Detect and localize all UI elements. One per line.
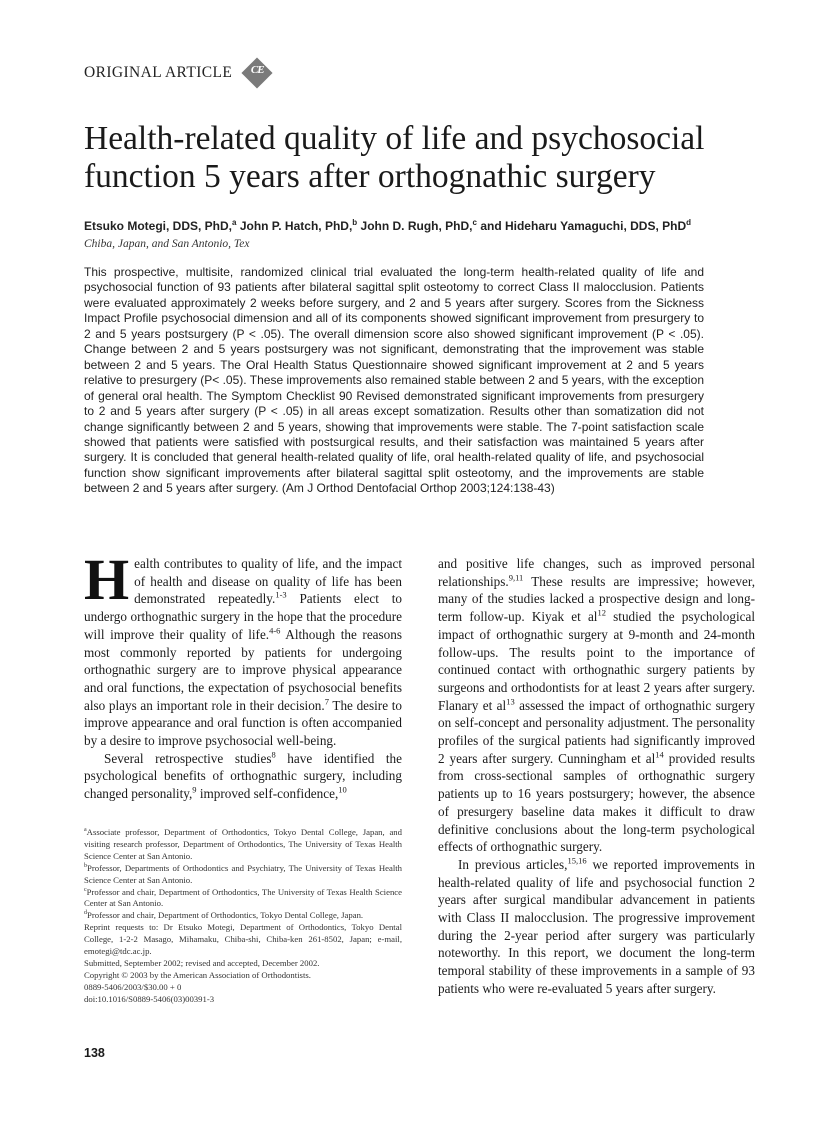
text-run: assessed the impact of orthognathic surgery on self-concept and personality adjustment. The personality profiles of the surgical patients had significantly improved 2 years after surgery. Cunningham et al	[438, 697, 755, 766]
citation: 1-3	[275, 590, 287, 601]
footnote-mark: a	[84, 827, 87, 834]
footnote-mark: d	[84, 910, 87, 917]
citation: 4-6	[269, 625, 281, 636]
section-label: ORIGINAL ARTICLE	[84, 64, 233, 81]
paragraph-retrospective	[84, 750, 402, 803]
submission-dates: Submitted, September 2002; revised and accepted, December 2002.	[84, 957, 320, 968]
author-location: Chiba, Japan, and San Antonio, Tex	[84, 238, 250, 250]
abstract: This prospective, multisite, randomized clinical trial evaluated the long-term health-related quality of life and psychosocial function of 93 patients after bilateral sagittal split osteotomy to correct Class II malocclusion. Patients were evaluated approximately 2 weeks before surgery, and 2 and 5 years after surgery. Scores from the Sickness Impact Profile psychosocial dimension and all of its components showed significant improvement from presurgery to 2 and 5 years postsurgery (P < .05). The overall dimension score also showed significant improvement (P < .05). Change between 2 and 5 years postsurgery was not significant, demonstrating that the improvement was stable between 2 and 5 years. The Oral Health Status Questionnaire showed significant improvement at 2 and 5 years relative to presurgery (P< .05). These improvements also remained stable between 2 and 5 years, with the exception of general oral health. The Symptom Checklist 90 Revised demonstrated significant improvements from presurgery to 2 and 5 years after surgery (P < .05) in all areas except somatization. Results other than somatization did not change significantly between 2 and 5 years, showing that improvements were stable. The 7-point satisfaction scale showed that patients were satisfied with postsurgical results, and their satisfaction was maintained 5 years after surgery. It is concluded that general health-related quality of life, oral health-related quality of life, and psychosocial function show significant improvements after bilateral sagittal split osteotomy, and the improvements are stable between 2 and 5 years after surgery. (Am J Orthod Dentofacial Orthop 2003;124:138-43)	[84, 265, 704, 496]
reprint-requests: Reprint requests to: Dr Etsuko Motegi, Department of Orthodontics, Tokyo Dental College, 1-2-2 Masago, Mihamaku, Chiba-shi, Chiba-ken 261-8502, Japan; e-mail, emotegi@tdc.ac.jp.	[84, 922, 402, 957]
citation: 10	[338, 784, 347, 795]
issn: 0889-5406/2003/$30.00 + 0	[84, 981, 182, 992]
author-mark: a	[232, 218, 237, 227]
footnote-mark: b	[84, 862, 87, 869]
ce-logo-icon	[242, 58, 272, 88]
text-run: we reported improvements in health-related quality of life and psychosocial function 2 years after surgical mandibular advancement in patients with Class II malocclusion. The progressive improvement during the 2-year period after surgery was particularly noteworthy. In this report, we document the long-term temporal stability of these improvements in a sample of 93 patients who were re-evaluated 5 years after surgery.	[438, 856, 755, 996]
citation: 7	[324, 696, 329, 707]
author-line	[84, 218, 784, 233]
author-mark: d	[686, 218, 692, 227]
author-name: John D. Rugh, PhD,	[360, 219, 473, 233]
footnote-text: Professor, Departments of Orthodontics and Psychiatry, The University of Texas Health Science Center at San Antonio.	[84, 862, 402, 885]
body-column-right	[438, 555, 755, 998]
drop-cap: H	[84, 547, 130, 612]
footnote	[84, 910, 402, 922]
text-run: In previous articles,	[458, 856, 568, 872]
text-run: These results are impressive; however, many of the studies lacked a prospective design and long-term follow-up. Kiyak et al	[438, 573, 755, 625]
author-mark: b	[352, 218, 358, 227]
author-mark: c	[472, 218, 477, 227]
text-run: studied the psychological impact of orthognathic surgery at 9-month and 24-month follow-ups. The results point to the importance of continued contact with orthognathic surgery patients by surgeons and orthodontists for at least 2 years after surgery. Flanary et al	[438, 609, 755, 713]
article-header	[84, 56, 272, 90]
page-number: 138	[84, 1046, 105, 1060]
paragraph-previous-articles	[438, 856, 755, 998]
footnote	[84, 863, 402, 887]
text-run: Several retrospective studies	[104, 750, 272, 766]
author-name: John P. Hatch, PhD,	[239, 219, 353, 233]
article-title: Health-related quality of life and psychosocial function 5 years after orthognathic surgery	[84, 120, 705, 195]
paragraph-retrospective-cont	[438, 555, 755, 856]
footnote	[84, 887, 402, 911]
citation: 8	[271, 749, 276, 760]
text-run: ealth contributes to quality of life, and the impact of health and disease on quality of life has been demonstrated repeatedly.	[134, 556, 402, 607]
text-run: improved self-confidence,	[196, 786, 339, 802]
citation: 12	[597, 607, 606, 618]
text-run: Patients elect to undergo orthognathic surgery in the hope that the procedure will improve their quality of life.	[84, 591, 402, 642]
text-run: have identified the psychological benefits of orthognathic surgery, including changed personality,	[84, 750, 402, 802]
ce-logo-text: CE	[250, 64, 264, 76]
text-run: The desire to improve appearance and oral function is often accompanied by a desire to improve psychosocial well-being.	[84, 697, 402, 749]
text-run: and positive life changes, such as improved personal relationships.	[438, 556, 755, 589]
citation: 9	[192, 784, 197, 795]
citation: 13	[506, 696, 515, 707]
footnote-text: Professor and chair, Department of Orthodontics, Tokyo Dental College, Japan.	[87, 910, 364, 921]
copyright: Copyright © 2003 by the American Association of Orthodontists.	[84, 969, 311, 980]
footnote-text: Associate professor, Department of Orthodontics, Tokyo Dental College, Japan, and visiting research professor, Department of Orthodontics, The University of Texas Health Science Center at San Antonio.	[84, 827, 402, 861]
body-column-left	[84, 547, 402, 803]
text-run: provided results from cross-sectional samples of orthognathic surgery patients up to 16 years postsurgery; however, the absence of presurgery baseline data makes it difficult to draw definitive conclusions about the long-term psychological effects of orthognathic surgery.	[438, 750, 755, 855]
paragraph-intro	[84, 547, 402, 750]
footnote-text: Professor and chair, Department of Orthodontics, The University of Texas Health Science Center at San Antonio.	[84, 886, 402, 909]
author-name: Etsuko Motegi, DDS, PhD,	[84, 219, 233, 233]
citation: 15,16	[567, 855, 587, 866]
doi: doi:10.1016/S0889-5406(03)00391-3	[84, 993, 215, 1004]
affiliation-footnotes	[84, 827, 402, 1006]
citation: 9,11	[508, 572, 524, 583]
footnote-mark: c	[84, 886, 87, 893]
text-run: Although the reasons most commonly reported by patients for undergoing orthognathic surgery are to improve physical appearance and oral functions, the expectation of psychosocial benefits also plays an important role in their decision.	[84, 626, 402, 713]
citation: 14	[655, 749, 664, 760]
footnote	[84, 827, 402, 863]
author-name: and Hideharu Yamaguchi, DDS, PhD	[480, 219, 687, 233]
